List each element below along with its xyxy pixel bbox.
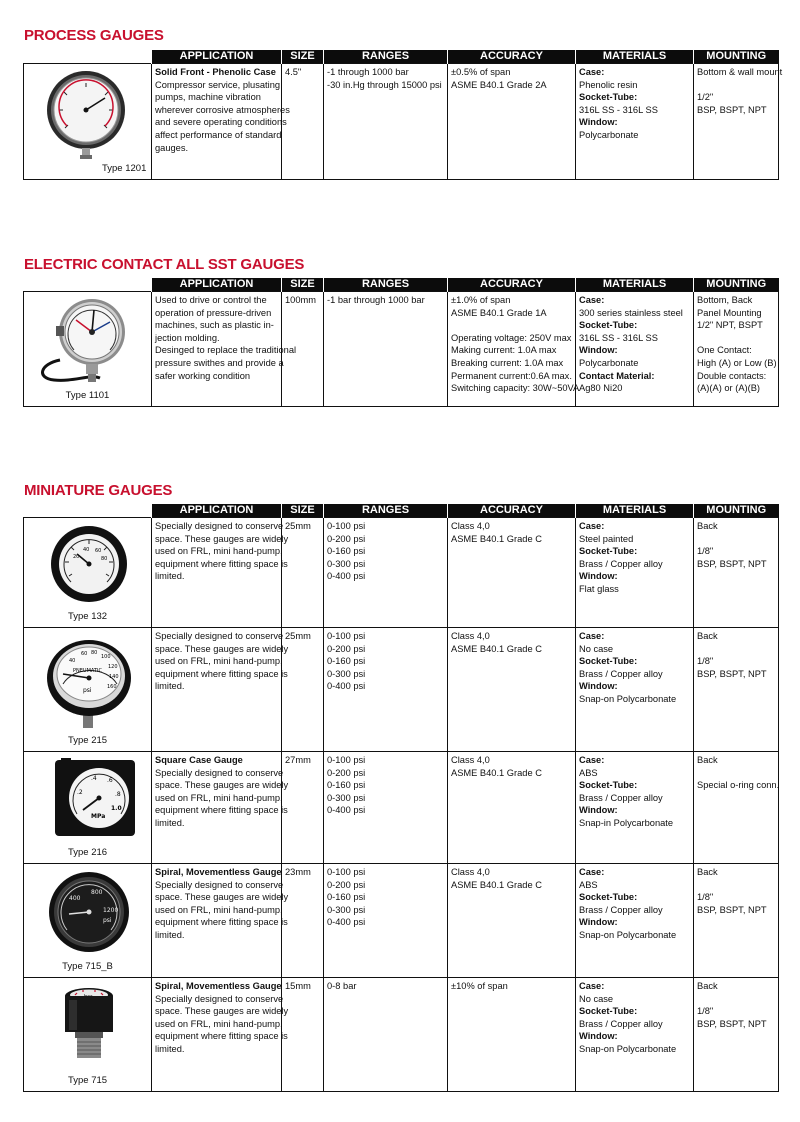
material-label: Window:	[579, 571, 618, 582]
dial-tick-label: .2	[77, 789, 83, 796]
range-value: 0-300 psi	[327, 558, 366, 569]
product-image-cell	[24, 518, 152, 628]
materials-cell	[576, 978, 694, 1092]
material-value: 300 series stainless steel	[579, 307, 683, 318]
application-text-line: space. These gauges are widely	[155, 643, 289, 654]
material-value: Brass / Copper alloy	[579, 558, 663, 569]
ranges-cell	[324, 864, 448, 978]
application-cell	[152, 518, 289, 628]
materials-cell	[576, 64, 694, 180]
accuracy-cell	[448, 752, 576, 864]
application-text-line: limited.	[155, 1043, 185, 1054]
header-ranges: RANGES	[324, 50, 448, 64]
mounting-value: High (A) or Low (B)	[697, 357, 777, 368]
dial-tick-label: 800	[91, 889, 103, 896]
application-text-line: equipment where fitting space is	[155, 917, 288, 928]
table-header	[24, 278, 779, 292]
miniature-gauges-table	[23, 504, 779, 1092]
mounting-cell	[694, 518, 779, 628]
dial-tick-label: 140	[109, 674, 119, 680]
material-label: Case:	[579, 295, 605, 305]
dial-tick-label: 160	[107, 684, 117, 690]
material-value: ABS	[579, 767, 598, 778]
header-blank	[24, 504, 152, 518]
accuracy-value: ASME B40.1 Grade C	[451, 879, 542, 890]
range-value: -1 bar through 1000 bar	[327, 295, 425, 305]
mounting-value: 1/2"	[697, 92, 714, 103]
size-cell: 25mm	[282, 518, 324, 628]
range-value: 0-300 psi	[327, 904, 366, 915]
accuracy-value: Class 4,0	[451, 867, 490, 877]
mounting-value: One Contact:	[697, 345, 752, 356]
material-label: Window:	[579, 1031, 618, 1042]
range-value: 0-300 psi	[327, 792, 366, 803]
material-label: Case:	[579, 867, 605, 877]
application-text-line: pumps, machine vibration	[155, 92, 261, 103]
mounting-value: 1/8"	[697, 656, 714, 667]
application-text-line: space. These gauges are widely	[155, 533, 289, 544]
mounting-value: BSP, BSPT, NPT	[697, 558, 767, 569]
range-value: 0-400 psi	[327, 571, 366, 582]
product-type-label: Type 715_B	[62, 961, 113, 973]
mounting-value: BSP, BSPT, NPT	[697, 904, 767, 915]
mounting-value: Back	[697, 521, 718, 531]
accuracy-value: ASME B40.1 Grade C	[451, 533, 542, 544]
material-value: Snap-on Polycarbonate	[579, 693, 677, 704]
application-text-line: equipment where fitting space is	[155, 668, 288, 679]
material-value: Brass / Copper alloy	[579, 904, 663, 915]
spiral-gauge-icon	[33, 866, 143, 960]
product-type-label: Type 215	[67, 735, 108, 747]
material-label: Case:	[579, 521, 605, 531]
application-text-line: jection molding.	[155, 332, 220, 343]
material-label: Case:	[579, 981, 605, 991]
accuracy-value: Making current: 1.0A max	[451, 345, 557, 356]
application-text-line: Desinged to replace the traditional	[155, 345, 297, 356]
mounting-cell	[694, 978, 779, 1092]
dial-tick-label: 60	[95, 548, 102, 554]
dial-tick-label: .6	[107, 777, 113, 784]
application-cell	[152, 864, 289, 978]
mounting-value: Back	[697, 981, 718, 991]
header-size: SIZE	[282, 278, 324, 292]
product-type-label: Type 1101	[65, 390, 110, 402]
accuracy-cell	[448, 518, 576, 628]
ranges-cell	[324, 64, 448, 180]
dial-tick-label: 100	[101, 654, 111, 660]
range-value: 0-160 psi	[327, 656, 366, 667]
range-value: 0-8 bar	[327, 981, 357, 991]
application-text-line: limited.	[155, 571, 185, 582]
material-label: Socket-Tube:	[579, 656, 638, 667]
application-title: Spiral, Movementless Gauge	[155, 867, 282, 877]
mounting-cell	[694, 292, 779, 407]
size-cell: 25mm	[282, 628, 324, 752]
material-value: 316L SS - 316L SS	[579, 332, 658, 343]
electric-contact-table	[23, 278, 779, 407]
square-case-gauge-icon	[33, 754, 143, 846]
product-image-cell	[24, 978, 152, 1092]
range-value: -1 through 1000 bar	[327, 67, 409, 77]
mounting-value: 1/8"	[697, 892, 714, 903]
accuracy-value: Class 4,0	[451, 631, 490, 641]
range-value: 0-160 psi	[327, 892, 366, 903]
dial-tick-label: 120	[108, 664, 118, 670]
ranges-cell	[324, 628, 448, 752]
application-text-line: gauges.	[155, 142, 189, 153]
ranges-cell	[324, 978, 448, 1092]
accuracy-value: ASME B40.1 Grade C	[451, 767, 542, 778]
material-label: Case:	[579, 631, 605, 641]
range-value: 0-160 psi	[327, 780, 366, 791]
application-text-line: space. These gauges are widely	[155, 892, 289, 903]
range-value: -30 in.Hg through 15000 psi	[327, 79, 442, 90]
accuracy-value: Breaking current: 1.0A max	[451, 357, 564, 368]
material-value: No case	[579, 993, 614, 1004]
material-label: Socket-Tube:	[579, 1006, 638, 1017]
miniature-gauge-chrome-icon	[33, 630, 143, 734]
application-text-line: Specially designed to conserve	[155, 879, 284, 890]
application-text-line: limited.	[155, 817, 185, 828]
material-label: Window:	[579, 681, 618, 692]
ranges-cell	[324, 752, 448, 864]
header-accuracy: ACCURACY	[448, 504, 576, 518]
accuracy-value: ASME B40.1 Grade 1A	[451, 307, 547, 318]
application-text-line: space. These gauges are widely	[155, 780, 289, 791]
material-value: Flat glass	[579, 583, 619, 594]
application-title: Square Case Gauge	[155, 755, 243, 765]
header-ranges: RANGES	[324, 504, 448, 518]
product-type-label: Type 132	[67, 611, 108, 623]
dial-unit-text: psi	[83, 687, 92, 694]
table-header	[24, 504, 779, 518]
header-mounting: MOUNTING	[694, 504, 779, 518]
range-value: 0-400 psi	[327, 917, 366, 928]
application-text-line: used on FRL, mini hand-pump,	[155, 656, 283, 667]
dial-tick-label: 1.0	[111, 805, 122, 812]
mounting-cell	[694, 628, 779, 752]
accuracy-value: Class 4,0	[451, 755, 490, 765]
materials-cell	[576, 864, 694, 978]
material-label: Window:	[579, 117, 618, 128]
product-type-label: Type 1201	[102, 163, 147, 175]
material-value: Snap-in Polycarbonate	[579, 817, 674, 828]
dial-tick-label: 400	[69, 895, 81, 902]
mounting-value: Panel Mounting	[697, 307, 762, 318]
application-text-line: and severe operating conditions	[155, 117, 287, 128]
application-text-line: limited.	[155, 681, 185, 692]
material-value: Snap-on Polycarbonate	[579, 929, 677, 940]
range-value: 0-100 psi	[327, 867, 366, 877]
application-cell	[152, 978, 289, 1092]
material-value: Phenolic resin	[579, 79, 638, 90]
application-text-line: wherever corrosive atmospheres	[155, 104, 290, 115]
accuracy-value: Class 4,0	[451, 521, 490, 531]
range-value: 0-200 psi	[327, 643, 366, 654]
table-row	[24, 292, 779, 407]
range-value: 0-100 psi	[327, 521, 366, 531]
dial-tick-label: .4	[91, 775, 97, 782]
section-title-electric-contact: ELECTRIC CONTACT ALL SST GAUGES	[24, 256, 305, 273]
material-value: Brass / Copper alloy	[579, 668, 663, 679]
size-cell: 27mm	[282, 752, 324, 864]
table-header	[24, 50, 779, 64]
product-image-cell	[24, 64, 152, 180]
spiral-gauge-small-icon	[33, 980, 143, 1074]
header-accuracy: ACCURACY	[448, 278, 576, 292]
application-text-line: space. These gauges are widely	[155, 1006, 289, 1017]
materials-cell	[576, 628, 694, 752]
material-label: Socket-Tube:	[579, 780, 638, 791]
dial-tick-label: 80	[101, 556, 108, 562]
table-row	[24, 518, 779, 628]
dial-unit-text: psi	[103, 917, 112, 924]
dial-unit-text: MPa	[91, 813, 106, 820]
mounting-value: 1/2" NPT, BSPT	[697, 320, 763, 331]
materials-cell	[576, 292, 694, 407]
mounting-value: Back	[697, 867, 718, 877]
application-text-line: equipment where fitting space is	[155, 1031, 288, 1042]
material-label: Socket-Tube:	[579, 892, 638, 903]
application-text-line: operation of pressure-driven	[155, 307, 272, 318]
application-text-line: equipment where fitting space is	[155, 805, 288, 816]
header-accuracy: ACCURACY	[448, 50, 576, 64]
mounting-value: 1/8"	[697, 1006, 714, 1017]
material-label: Case:	[579, 67, 605, 77]
mounting-value: BSP, BSPT, NPT	[697, 1018, 767, 1029]
size-cell: 23mm	[282, 864, 324, 978]
application-text-line: safer working condition	[155, 370, 251, 381]
miniature-gauge-black-icon	[33, 520, 143, 612]
application-text-line: Specially designed to conserve	[155, 767, 284, 778]
range-value: 0-200 psi	[327, 533, 366, 544]
mounting-cell	[694, 64, 783, 180]
application-text-line: used on FRL, mini hand-pump,	[155, 904, 283, 915]
table-row	[24, 864, 779, 978]
range-value: 0-200 psi	[327, 767, 366, 778]
range-value: 0-400 psi	[327, 681, 366, 692]
application-cell	[152, 752, 289, 864]
application-text-line: Specially designed to conserve	[155, 631, 284, 641]
section-title-process-gauges: PROCESS GAUGES	[24, 27, 164, 44]
dial-tick-label: 60	[81, 651, 88, 657]
dial-tick-label: 20	[73, 554, 80, 560]
application-text-line: pressure swithes and provide a	[155, 357, 284, 368]
range-value: 0-100 psi	[327, 631, 366, 641]
materials-cell	[576, 518, 694, 628]
mounting-value: BSP, BSPT, NPT	[697, 104, 767, 115]
application-text-line: Specially designed to conserve	[155, 993, 284, 1004]
pressure-gauge-round-icon	[33, 66, 143, 162]
application-text-line: used on FRL, mini hand-pump,	[155, 546, 283, 557]
application-text-line: affect performance of standard	[155, 129, 282, 140]
product-image-cell	[24, 864, 152, 978]
range-value: 0-200 psi	[327, 879, 366, 890]
mounting-value: Double contacts:	[697, 370, 767, 381]
application-title: Spiral, Movementless Gauge	[155, 981, 282, 991]
range-value: 0-160 psi	[327, 546, 366, 557]
mounting-cell	[694, 864, 779, 978]
application-text-line: equipment where fitting space is	[155, 558, 288, 569]
mounting-value: Special o-ring conn.	[697, 780, 780, 791]
header-mounting: MOUNTING	[694, 278, 779, 292]
material-value: No case	[579, 643, 614, 654]
accuracy-value: Operating voltage: 250V max	[451, 332, 572, 343]
material-value: Polycarbonate	[579, 129, 639, 140]
mounting-value: Back	[697, 755, 718, 765]
material-label: Case:	[579, 755, 605, 765]
table-row	[24, 978, 779, 1092]
dial-tick-label: 40	[69, 658, 76, 664]
mounting-value: Bottom & wall mount	[697, 67, 783, 77]
accuracy-cell	[448, 978, 576, 1092]
application-cell	[152, 628, 289, 752]
mounting-value: Bottom, Back	[697, 295, 753, 305]
range-value: 0-400 psi	[327, 805, 366, 816]
product-image-cell	[24, 752, 152, 864]
header-size: SIZE	[282, 504, 324, 518]
dial-brand-text: PNEUMATIC	[73, 668, 102, 674]
header-materials: MATERIALS	[576, 504, 694, 518]
header-application: APPLICATION	[152, 278, 282, 292]
application-text-line: limited.	[155, 929, 185, 940]
material-value: Brass / Copper alloy	[579, 792, 663, 803]
accuracy-value: ±0.5% of span	[451, 67, 511, 77]
dial-tick-label: .8	[115, 791, 121, 798]
table-row	[24, 628, 779, 752]
range-value: 0-300 psi	[327, 668, 366, 679]
mounting-cell	[694, 752, 779, 864]
header-materials: MATERIALS	[576, 50, 694, 64]
accuracy-cell	[448, 864, 576, 978]
mounting-value: (A)(A) or (A)(B)	[697, 383, 761, 394]
material-value: Polycarbonate	[579, 357, 639, 368]
size-cell: 4.5"	[282, 64, 324, 180]
dial-tick-label: 1200	[103, 907, 119, 914]
accuracy-value: ±1.0% of span	[451, 295, 511, 305]
materials-cell	[576, 752, 694, 864]
dial-tick-label: 80	[91, 650, 98, 656]
material-label: Window:	[579, 345, 618, 356]
material-label: Socket-Tube:	[579, 320, 638, 331]
size-cell: 15mm	[282, 978, 324, 1092]
header-mounting: MOUNTING	[694, 50, 779, 64]
material-label: Socket-Tube:	[579, 546, 638, 557]
accuracy-value: ±10% of span	[451, 981, 508, 991]
application-cell	[152, 64, 290, 180]
accuracy-value: Switching capacity: 30W~50VA	[451, 383, 580, 394]
product-type-label: Type 715	[67, 1075, 108, 1087]
product-image-cell	[24, 628, 152, 752]
header-materials: MATERIALS	[576, 278, 694, 292]
mounting-value: 1/8"	[697, 546, 714, 557]
material-label: Window:	[579, 917, 618, 928]
header-blank	[24, 278, 152, 292]
application-text-line: Compressor service, plusating	[155, 79, 281, 90]
material-value: Ag80 Ni20	[579, 383, 623, 394]
electric-contact-gauge-icon	[30, 294, 146, 390]
material-value: Snap-on Polycarbonate	[579, 1043, 677, 1054]
table-row	[24, 64, 779, 180]
table-row	[24, 752, 779, 864]
range-value: 0-100 psi	[327, 755, 366, 765]
ranges-cell	[324, 518, 448, 628]
application-text-line: machines, such as plastic in-	[155, 320, 274, 331]
accuracy-cell	[448, 64, 576, 180]
product-image-cell	[24, 292, 152, 407]
accuracy-cell	[448, 628, 576, 752]
size-cell: 100mm	[282, 292, 324, 407]
section-title-miniature-gauges: MINIATURE GAUGES	[24, 482, 173, 499]
header-ranges: RANGES	[324, 278, 448, 292]
application-title: Solid Front - Phenolic Case	[155, 67, 276, 77]
product-type-label: Type 216	[67, 847, 108, 859]
header-size: SIZE	[282, 50, 324, 64]
accuracy-value: ASME B40.1 Grade 2A	[451, 79, 547, 90]
header-application: APPLICATION	[152, 50, 282, 64]
application-text-line: used on FRL, mini hand-pump,	[155, 1018, 283, 1029]
application-text-line: Used to drive or control the	[155, 295, 267, 305]
application-text-line: used on FRL, mini hand-pump,	[155, 792, 283, 803]
process-gauges-table	[23, 50, 783, 180]
header-blank	[24, 50, 152, 64]
application-text-line: Specially designed to conserve	[155, 521, 284, 531]
material-label: Window:	[579, 805, 618, 816]
mounting-value: Back	[697, 631, 718, 641]
header-application: APPLICATION	[152, 504, 282, 518]
material-value: 316L SS - 316L SS	[579, 104, 658, 115]
accuracy-value: Permanent current:0.6A max.	[451, 370, 572, 381]
material-value: ABS	[579, 879, 598, 890]
application-cell	[152, 292, 297, 407]
material-value: Brass / Copper alloy	[579, 1018, 663, 1029]
ranges-cell	[324, 292, 448, 407]
accuracy-cell	[448, 292, 580, 407]
mounting-value: BSP, BSPT, NPT	[697, 668, 767, 679]
material-label: Socket-Tube:	[579, 92, 638, 103]
material-value: Steel painted	[579, 533, 634, 544]
material-label: Contact Material:	[579, 370, 655, 381]
accuracy-value: ASME B40.1 Grade C	[451, 643, 542, 654]
dial-tick-label: 40	[83, 547, 90, 553]
